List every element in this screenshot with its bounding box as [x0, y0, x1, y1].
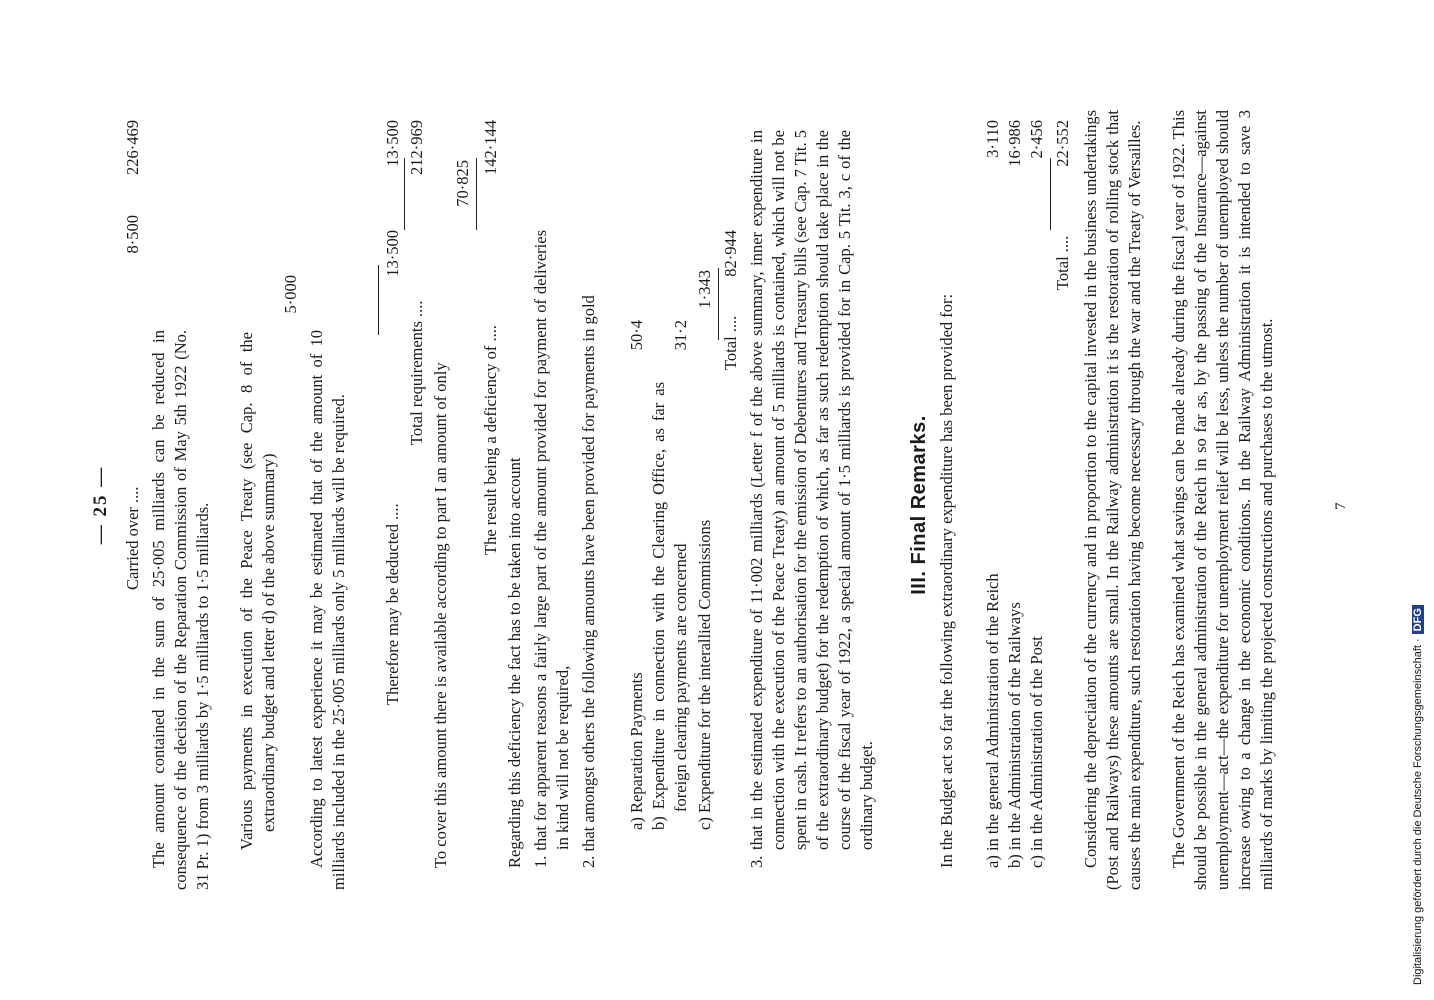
item-2b-value: 31·2 [671, 320, 690, 351]
deduct-rule [378, 265, 379, 335]
final-total-rule [1050, 158, 1051, 230]
deduct-mid-value: 13·500 [383, 230, 402, 277]
credit-text: Digitalisierung gefördert durch die Deutsche Forschungsgemeinschaft · [1412, 638, 1424, 985]
dfg-logo: DFG [1412, 605, 1424, 634]
item-2-total-value: 82·944 [721, 230, 740, 277]
item-1: 1. that for apparent reasons a fairly large part of the amount provided for payment of deliveries in kind will not be required, [531, 230, 572, 868]
total-req-rule [404, 158, 405, 230]
item-2c: c) Expenditure for the interallied Commissions [695, 519, 714, 830]
regarding-paragraph: Regarding this deficiency the fact has to be taken into account [505, 457, 524, 868]
cover-paragraph: To cover this amount there is available according to part I an amount of only [431, 362, 450, 868]
peace-treaty-payments-paragraph: Various payments in execution of the Peace Treaty (see Cap. 8 of the extraordinary budget and letter d) of the above summary) [237, 332, 278, 850]
item-2: 2. that amongst others the following amounts have been provided for payments in gold [579, 295, 598, 868]
carried-over-label: Carried over .... [123, 486, 142, 590]
total-requirements-label: Total requirements .... [407, 300, 426, 445]
carried-over-mid-value: 8·500 [123, 215, 142, 254]
deficiency-rule [476, 158, 477, 230]
final-paragraph-1: Considering the depreciation of the currency and in proportion to the capital invested in the business undertakings (Post and Railways) these amounts are small. In the Railway administration it is the restoration of rolling stock that causes the main expenditure, such restoration having become necessary through the war and the Treaty of Versailles. [1081, 110, 1144, 890]
page-folio: — 25 — [90, 465, 111, 545]
deduct-right-value: 13·500 [383, 120, 402, 167]
final-item-c-value: 2·456 [1027, 120, 1046, 159]
final-item-a-label: a) in the general Administration of the Reich [983, 573, 1002, 868]
reparation-paragraph: The amount contained in the sum of 25·005 milliards can be reduced in consequence of the decision of the Reparation Commission of May 5th 1922 (No. 31 Pr. 1) from 3 milliards by 1·5 milliards to 1·5 milliards. [149, 330, 212, 890]
carried-over-total-value: 226·469 [123, 120, 142, 175]
digitization-credit [1412, 605, 1424, 985]
deficiency-label: The result being a deficiency of .... [481, 325, 500, 555]
item-2a: a) Reparation Payments [627, 672, 646, 830]
final-intro-paragraph: In the Budget act so far the following extraordinary expenditure has been provided for: [937, 293, 956, 868]
latest-experience-paragraph: According to latest experience it may be estimated that of the amount of 10 milliards included in the 25·005 milliards only 5 milliards will be required. [307, 330, 348, 890]
deficiency-value: 142·144 [481, 120, 500, 175]
final-item-b-value: 16·986 [1005, 120, 1024, 167]
item-2c-value: 1·343 [695, 270, 714, 309]
total-requirements-value: 212·969 [407, 120, 426, 175]
final-remarks-heading: III. Final Remarks. [908, 415, 930, 595]
page-number: 7 [1333, 502, 1349, 510]
item-2-total-label: Total .... [721, 315, 740, 370]
item-2b: b) Expenditure in connection with the Clearing Office, as far as foreign clearing payments are concerned [649, 382, 690, 830]
item-2a-value: 50·4 [627, 320, 646, 351]
final-item-b-label: b) in the Administration of the Railways [1005, 602, 1024, 868]
final-paragraph-2: The Government of the Reich has examined what savings can be made already during the fiscal year of 1922. This should be possible in the general administration of the Reich in so far as, by the passing of the Insurance—against unemployment—act—the expenditure for unemployment relief will be less, unless the number of unemployed should increase owing to a change in the economic conditions. In the Railway Administration it is intended to save 3 milliards of marks by limiting the projected constructions and purchases to the utmost. [1169, 110, 1276, 890]
document-page [90, 80, 1350, 930]
peace-treaty-payments-value: 5·000 [281, 275, 300, 314]
cover-value: 70·825 [453, 160, 472, 207]
item-2-total-rule [718, 268, 719, 340]
item-3: 3. that in the estimated expenditure of 11·002 milliards (Letter f of the above summary, inner expenditure in connection with the execution of the Peace Treaty) an amount of 5 milliards is contained, which will not be spent in cash. It refers to an authorisation for the emission of Debentures and Treasury bills (see Cap. 7 Tit. 5 of the extraordinary budget) for the redemption of which, as far as such redemption should take place in the course of the fiscal year of 1922, a special amount of 1·5 milliards is provided for in Cap. 5 Tit. 3, c of the ordinary budget. [747, 130, 876, 868]
final-total-label: Total .... [1053, 235, 1072, 290]
final-item-c-label: c) in the Administration of the Post [1027, 636, 1046, 868]
final-item-a-value: 3·110 [983, 120, 1002, 158]
deduct-label: Therefore may be deducted .... [383, 503, 402, 705]
final-total-value: 22·552 [1053, 120, 1072, 167]
